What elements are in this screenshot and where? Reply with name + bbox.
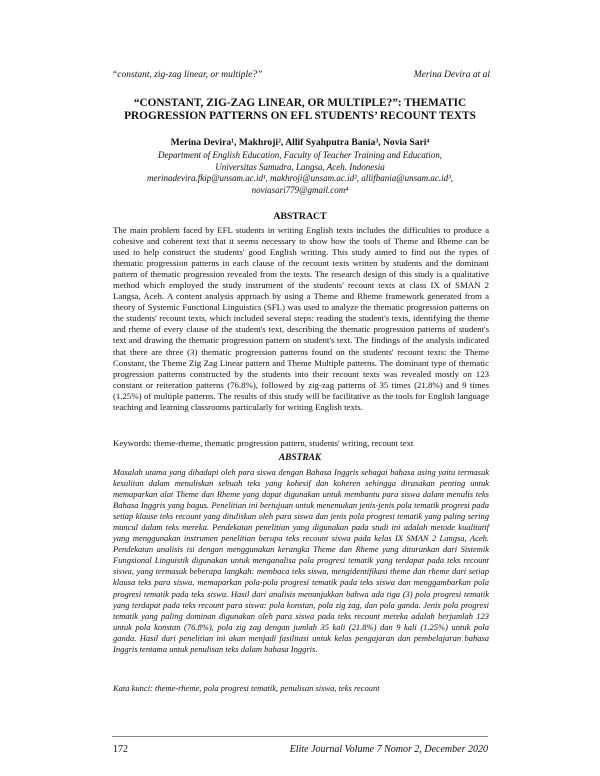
author-list: Merina Devira¹, Makhroji², Allif Syahputra Bania³, Novia Sari⁴ [170,137,430,148]
author-email-last: noviasari779@gmail.com⁴ [251,184,349,195]
running-header-title: “constant, zig-zag linear, or multiple?” [112,70,263,80]
paper-title-line-1: “CONSTANT, ZIG-ZAG LINEAR, OR MULTIPLE?”: THEMATIC [133,97,467,109]
journal-citation: Elite Journal Volume 7 Nomor 2, December 2020 [289,744,488,755]
footer-divider [112,736,488,737]
abstrak-keywords: Kata kunci: theme-rheme, pola progresi tematik, penulisan siswa, teks recount [113,683,380,693]
paper-title [100,97,500,123]
paper-title-line-2: PROGRESSION PATTERNS ON EFL STUDENTS’ RECOUNT TEXTS [124,110,476,122]
running-header-authors: Merina Devira at al [413,70,490,80]
affiliation-university: Universitas Samudra, Langsa, Aceh. Indonesia [215,161,385,172]
affiliation-block [100,150,500,196]
abstrak-heading: ABSTRAK [278,453,322,463]
author-emails: merinadevira.fkip@unsam.ac.id¹, makhroji@unsam.ac.id², allifbania@unsam.ac.id³, [146,173,454,183]
abstract-keywords: Keywords: theme-rheme, thematic progression pattern, students' writing, recount text [113,438,414,448]
affiliation-department: Department of English Education, Faculty of Teacher Training and Education, [158,150,442,160]
page-number: 172 [113,744,128,755]
abstract-heading: ABSTRACT [273,211,327,222]
abstrak-body: Masalah utama yang dihadapi oleh para siswa dengan Bahasa Inggris sebagai bahasa asing yaitu termasuk kesulitan dalam menuliskan sebuah teks yang kohesif dan koheren sehingga dirasakan penting untuk memaparkan alat Theme dan Rheme yang dapat digunakan untuk membantu para siswa dalam menulis teks Bahasa Inggris yang bagus. Penelitian ini bertujuan untuk menemukan jenis-jenis pola tematik progresi pada setiap klause teks recount yang dituliskan oleh para siswa dan jenis pola progresi tematik yang paling sering muncul dalam teks mereka. Pendekatan penelitian yang digunakan pada studi ini adalah metode kualitatif yang menggunakan instrumen penelitian berupa teks recount siswa pada kelas IX SMAN 2 Langsa, Aceh. Pendekatan analisis isi dengan menggunakan kerangka Theme dan Rheme yang diturunkan dari Sistemik Fungsional Linguistik digunakan untuk menganalisa pola progresi tematik yang terdapat pada teks recount siswa, yang termasuk beberapa langkah: membaca teks siswa, mengidentifikasi theme dan rheme dari setiap klausa teks para siswa, memaparkan pola-pola progresi tematik pada teks siswa dan menggambarkan pola progresi tematik pada teks siswa. Hasil dari analisis menunjukkan bahwa ada tiga (3) pola progresi tematik yang terdapat pada teks recount para siswa: pola konstan, pola zig zag, dan pola ganda. Jenis pola progresi tematik yang paling dominan digunakan oleh para siswa pada teks recount mereka adalah berjumlah 123 untuk pola konstan (76.8%), pola zig zag dengan jumlah 35 kali (21.8%) dan 9 kali (1.25%) untuk pola ganda. Hasil dari penelitian ini akan menjadi fasilitasi untuk kelas pengajaran dan pembelajaran bahasa Inggris tentama untuk penulisan teks dalam bahasa Inggris. [113,467,489,654]
abstract-body: The main problem faced by EFL students in writing English texts includes the difficulties to produce a cohesive and coherent text that it seems necessary to show how the tools of Theme and Rheme can be used to help construct the students' good English writing. This study aimed to find out the types of thematic progression patterns in each clause of the recount texts written by students and the dominant pattern of thematic progression revealed from the texts. The research design of this study is a qualitative method which employed the study instrument of the students' recount texts at class IX of SMAN 2 Langsa, Aceh. A content analysis approach by using a Theme and Rheme framework generated from a theory of Systemic Functional Linguistics (SFL) was used to analyze the thematic progression patterns on the students' recount texts, which included several steps: reading the student's texts, identifying the theme and rheme of every clause of the student's text, describing the thematic progression patterns of student's text and drawing the thematic progression pattern on student's text. The findings of the analysis indicated that there are three (3) thematic progression patterns found on the students' recount texts: the Theme Constant, the Theme Zig Zag Linear pattern and Theme Multiple patterns. The dominant type of thematic progression patterns constructed by the students into their recount texts was revealed mostly on 123 constant or reiteration patterns (76.8%), followed by zig-zag patterns of 35 times (21.8%) and 9 times (1.25%) of multiple patterns. The results of this study will be facilitative as the tools for English language teaching and learning classrooms particularly for writing English texts. [113,225,489,412]
